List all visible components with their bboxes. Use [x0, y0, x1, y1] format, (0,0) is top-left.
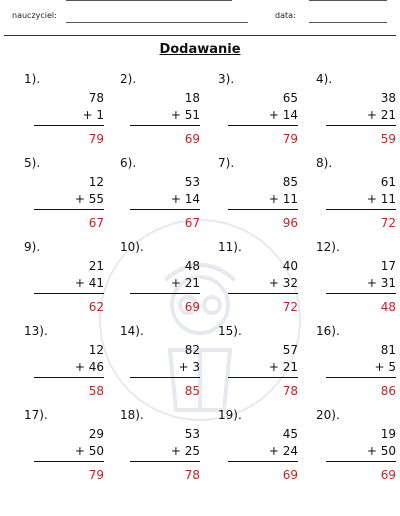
problem-number: 15).: [218, 324, 242, 338]
sum-line: [326, 377, 396, 378]
problem-7: [218, 156, 298, 236]
problem-number: 12).: [316, 240, 340, 254]
problem-19: [218, 408, 298, 488]
problem-11: [218, 240, 298, 320]
addend-bottom: + 31: [366, 276, 396, 290]
problem-8: [316, 156, 396, 236]
problem-12: [316, 240, 396, 320]
problem-number: 4).: [316, 72, 333, 86]
addend-bottom: + 55: [74, 192, 104, 206]
answer: 78: [184, 468, 200, 482]
addend-bottom: + 11: [366, 192, 396, 206]
addend-bottom: + 46: [74, 360, 104, 374]
sum-line: [326, 209, 396, 210]
answer: 72: [282, 300, 298, 314]
teacher-field-line: [66, 22, 248, 23]
problem-number: 2).: [120, 72, 137, 86]
problem-number: 17).: [24, 408, 48, 422]
answer: 69: [380, 468, 396, 482]
sum-line: [228, 293, 298, 294]
addend-top: 29: [88, 427, 104, 441]
page-title: Dodawanie: [159, 42, 241, 57]
problem-18: [120, 408, 200, 488]
addend-top: 85: [282, 175, 298, 189]
addend-bottom: + 5: [374, 360, 396, 374]
problem-number: 10).: [120, 240, 144, 254]
problem-13: [24, 324, 104, 404]
answer: 67: [88, 216, 104, 230]
sum-line: [130, 377, 200, 378]
problem-4: [316, 72, 396, 152]
addend-top: 81: [380, 343, 396, 357]
problem-15: [218, 324, 298, 404]
answer: 86: [380, 384, 396, 398]
sum-line: [228, 209, 298, 210]
addend-top: 12: [88, 175, 104, 189]
answer: 69: [184, 132, 200, 146]
sum-line: [228, 125, 298, 126]
addend-bottom: + 1: [82, 108, 104, 122]
answer: 85: [184, 384, 200, 398]
addend-bottom: + 50: [74, 444, 104, 458]
answer: 69: [184, 300, 200, 314]
answer: 79: [88, 468, 104, 482]
problem-number: 3).: [218, 72, 235, 86]
problem-number: 19).: [218, 408, 242, 422]
addend-top: 61: [380, 175, 396, 189]
sum-line: [34, 377, 104, 378]
problem-number: 7).: [218, 156, 235, 170]
problem-20: [316, 408, 396, 488]
addend-bottom: + 21: [366, 108, 396, 122]
sum-line: [34, 293, 104, 294]
problem-number: 16).: [316, 324, 340, 338]
problem-number: 20).: [316, 408, 340, 422]
header-separator: [4, 35, 396, 36]
addend-top: 17: [380, 259, 396, 273]
problem-1: [24, 72, 104, 152]
addend-bottom: + 21: [268, 360, 298, 374]
addend-bottom: + 14: [268, 108, 298, 122]
answer: 59: [380, 132, 396, 146]
addend-bottom: + 21: [170, 276, 200, 290]
problem-9: [24, 240, 104, 320]
sum-line: [326, 293, 396, 294]
teacher-label: nauczyciel:: [12, 11, 57, 20]
top-cutoff-line-right: [309, 0, 387, 1]
addend-bottom: + 11: [268, 192, 298, 206]
sum-line: [34, 461, 104, 462]
answer: 67: [184, 216, 200, 230]
answer: 58: [88, 384, 104, 398]
addend-top: 82: [184, 343, 200, 357]
addend-bottom: + 41: [74, 276, 104, 290]
addend-bottom: + 50: [366, 444, 396, 458]
sum-line: [130, 461, 200, 462]
addend-bottom: + 25: [170, 444, 200, 458]
problem-number: 8).: [316, 156, 333, 170]
sum-line: [228, 461, 298, 462]
problem-16: [316, 324, 396, 404]
problem-5: [24, 156, 104, 236]
sum-line: [130, 125, 200, 126]
date-field-line: [309, 22, 387, 23]
addend-top: 45: [282, 427, 298, 441]
problem-17: [24, 408, 104, 488]
answer: 79: [282, 132, 298, 146]
addend-top: 12: [88, 343, 104, 357]
sum-line: [228, 377, 298, 378]
problem-number: 11).: [218, 240, 242, 254]
problem-number: 5).: [24, 156, 41, 170]
addend-top: 19: [380, 427, 396, 441]
problem-number: 18).: [120, 408, 144, 422]
answer: 78: [282, 384, 298, 398]
sum-line: [326, 125, 396, 126]
addend-bottom: + 3: [178, 360, 200, 374]
sum-line: [34, 209, 104, 210]
problem-6: [120, 156, 200, 236]
problem-number: 6).: [120, 156, 137, 170]
addend-top: 18: [184, 91, 200, 105]
problem-number: 13).: [24, 324, 48, 338]
addend-top: 78: [88, 91, 104, 105]
problem-number: 14).: [120, 324, 144, 338]
answer: 72: [380, 216, 396, 230]
addend-top: 21: [88, 259, 104, 273]
sum-line: [34, 125, 104, 126]
addend-bottom: + 32: [268, 276, 298, 290]
problem-2: [120, 72, 200, 152]
problem-3: [218, 72, 298, 152]
sum-line: [326, 461, 396, 462]
problem-number: 1).: [24, 72, 41, 86]
problem-10: [120, 240, 200, 320]
sum-line: [130, 293, 200, 294]
addend-top: 53: [184, 175, 200, 189]
addend-bottom: + 51: [170, 108, 200, 122]
addend-bottom: + 24: [268, 444, 298, 458]
answer: 96: [282, 216, 298, 230]
addend-top: 40: [282, 259, 298, 273]
addend-top: 57: [282, 343, 298, 357]
addend-top: 53: [184, 427, 200, 441]
sum-line: [130, 209, 200, 210]
addend-top: 65: [282, 91, 298, 105]
answer: 69: [282, 468, 298, 482]
top-cutoff-line-left: [66, 0, 232, 1]
answer: 62: [88, 300, 104, 314]
problem-number: 9).: [24, 240, 41, 254]
date-label: data:: [275, 11, 296, 20]
problem-14: [120, 324, 200, 404]
answer: 48: [380, 300, 396, 314]
answer: 79: [88, 132, 104, 146]
addend-top: 38: [380, 91, 396, 105]
addend-top: 48: [184, 259, 200, 273]
addend-bottom: + 14: [170, 192, 200, 206]
